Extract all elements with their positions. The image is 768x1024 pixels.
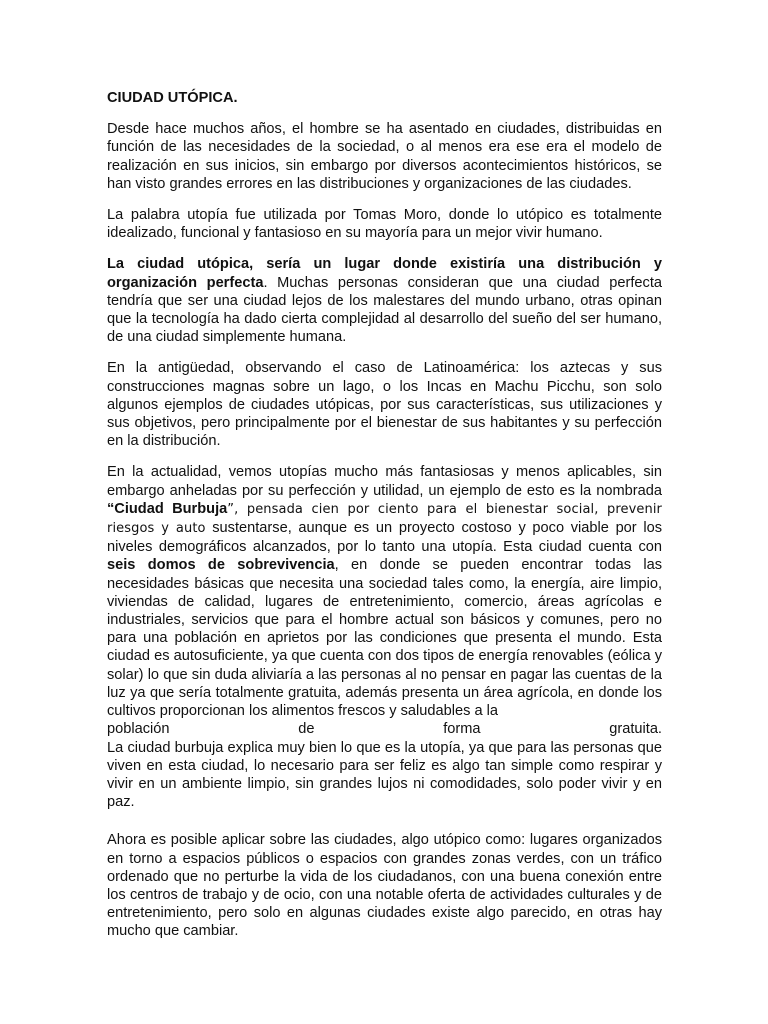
- bold-ciudad-burbuja: “Ciudad Burbuja: [107, 500, 228, 517]
- paragraph-utopia-word: La palabra utopía fue utilizada por Tomas Moro, donde lo utópico es totalmente idealizado, funcional y fantasioso en su mayoría para un mejor vivir humano.: [107, 207, 662, 242]
- paragraph-antiquity: En la antigüedad, observando el caso de Latinoamérica: los aztecas y sus construcciones magnas sobre un lago, o los Incas en Machu Picchu, son solo algunos ejemplos de ciudades utópicas, por sus características, sus utilizaciones y sus objetivos, pero principalmente por el bienestar de sus habitantes y su perfección en la distribución.: [107, 360, 662, 450]
- paragraph-present-c: ”, pensada cien por ciento para el bienestar social, prevenir riesgos y auto: [107, 501, 662, 537]
- paragraph-intro: Desde hace muchos años, el hombre se ha asentado en ciudades, distribuidas en función de las necesidades de la sociedad, o al menos era ese era el modelo de realización en sus inicios, sin embargo por diversos acontecimientos históricos, se han visto grandes errores en las distribuciones y organizaciones de las ciudades.: [107, 121, 662, 192]
- paragraph-present-g: población de forma gratuita.: [107, 721, 662, 738]
- paragraph-utopian-city-rest: . Muchas personas consideran que una ciudad perfecta tendría que ser una ciudad lejos de los malestares del mundo urbano, otras opinan que la tecnología ha dado cierta complejidad al desarrollo del sueño del ser humano, de una ciudad simplemente humana.: [107, 274, 662, 346]
- bold-seis-domos: seis domos de sobrevivencia: [107, 557, 335, 574]
- paragraph-present-last-line: [107, 720, 662, 738]
- document-title: CIUDAD UTÓPICA.: [107, 90, 238, 106]
- bold-definition: La ciudad utópica, sería un lugar donde existiría una distribución y organización perfecta: [107, 256, 662, 291]
- paragraph-present-a: En la actualidad, vemos utopías mucho más fantasiosas y menos aplicables, sin embargo anheladas por su perfección y utilidad, un ejemplo de esto es la nombrada: [107, 464, 662, 499]
- paragraph-present: [107, 463, 662, 720]
- paragraph-bubble-city: La ciudad burbuja explica muy bien lo que es la utopía, ya que para las personas que viven en esta ciudad, lo necesario para ser feliz es algo tan simple como respirar y vivir en un ambiente limpio, sin grandes lujos ni comodidades, solo poder vivir y en paz.: [107, 739, 662, 811]
- paragraph-now: Ahora es posible aplicar sobre las ciudades, algo utópico como: lugares organizados en torno a espacios públicos o espacios con grandes zonas verdes, con un tráfico ordenado que no perturbe la vida de los ciudadanos, con una buena conexión entre los centros de trabajo y de ocio, con una notable oferta de actividades culturales y de entretenimiento, pero solo en algunas ciudades existe algo parecido, en otras hay mucho que cambiar.: [107, 832, 662, 940]
- paragraph-utopian-city: [107, 255, 662, 346]
- paragraph-present-d: sustentarse, aunque es un proyecto costoso y poco viable por los niveles demográficos alcanzados, por lo tanto una utopía. Esta ciudad cuenta con: [107, 520, 662, 556]
- paragraph-present-f: , en donde se pueden encontrar todas las necesidades básicas que necesita una sociedad tales como, la energía, aire limpio, viviendas de calidad, lugares de entretenimiento, comercio, áreas agrícolas e industriales, servicios que para el hombre actual son básicos y comunes, pero no para una población en aprietos por las condiciones que presenta el mundo. Esta ciudad es autosuficiente, ya que cuenta con dos tipos de energía renovables (eólica y solar) lo que sin duda aliviaría a las personas al no pensar en pagar las cuentas de la luz ya que sería totalmente gratuita, además presenta un área agrícola, en donde los cultivos proporcionan los alimentos frescos y saludables a la: [107, 557, 663, 720]
- document-page: [107, 89, 662, 954]
